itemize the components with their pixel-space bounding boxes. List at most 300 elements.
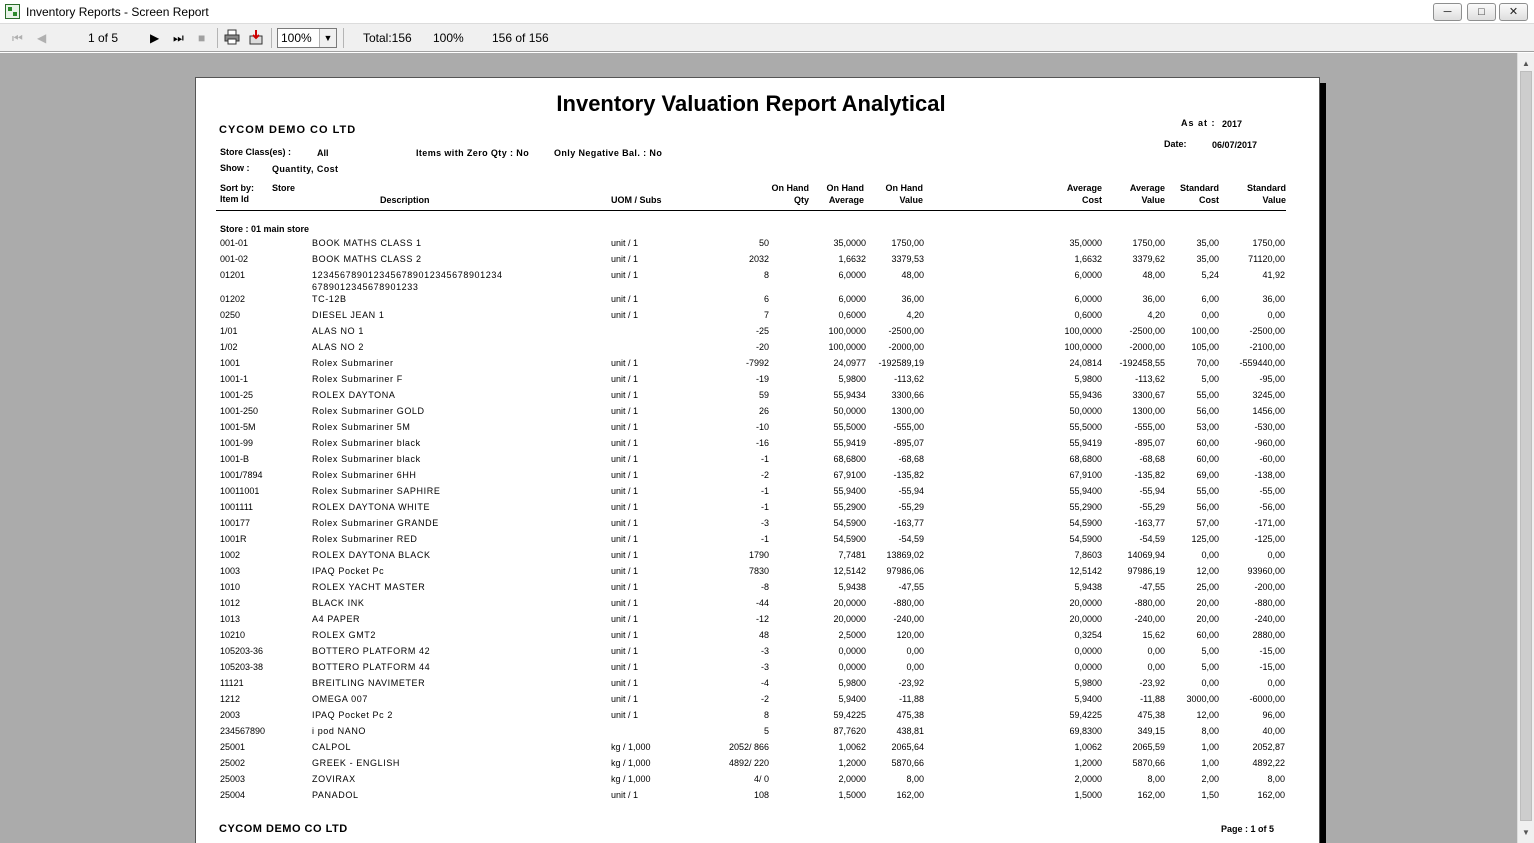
item-id: 1001-250 — [220, 406, 259, 416]
zoom-select[interactable] — [277, 28, 337, 48]
average-value: 475,38 — [1137, 710, 1165, 720]
average-cost: 0,3254 — [1074, 630, 1102, 640]
item-id: 1010 — [220, 582, 241, 592]
stop-icon[interactable]: ■ — [198, 31, 206, 45]
item-uom: unit / 1 — [611, 662, 639, 672]
table-row — [196, 550, 1321, 566]
onhand-average: 5,9438 — [838, 582, 866, 592]
onhand-value: -23,92 — [898, 678, 924, 688]
item-description: DIESEL JEAN 1 — [312, 310, 385, 320]
item-id: 25001 — [220, 742, 246, 752]
average-cost: 54,5900 — [1069, 518, 1102, 528]
export-icon[interactable] — [248, 29, 264, 47]
item-id: 1001-25 — [220, 390, 254, 400]
standard-value: 0,00 — [1267, 550, 1285, 560]
toolbar-separator — [271, 28, 272, 48]
col-std-cost-line1: Standard — [1179, 183, 1219, 193]
item-description: ROLEX DAYTONA WHITE — [312, 502, 431, 512]
onhand-value: 1300,00 — [891, 406, 924, 416]
item-uom: unit / 1 — [611, 678, 639, 688]
store-class-label: Store Class(es) : — [220, 147, 292, 157]
onhand-average: 50,0000 — [833, 406, 866, 416]
item-description: A4 PAPER — [312, 614, 361, 624]
average-value: 349,15 — [1137, 726, 1165, 736]
average-cost: 6,0000 — [1074, 270, 1102, 280]
average-value: 0,00 — [1147, 646, 1165, 656]
first-page-icon[interactable]: ⏮ — [12, 31, 23, 45]
next-page-icon[interactable]: ▶ — [150, 31, 160, 45]
table-row — [196, 582, 1321, 598]
item-id: 1002 — [220, 550, 241, 560]
onhand-qty: -3 — [760, 662, 769, 672]
standard-value: 41,92 — [1262, 270, 1285, 280]
onhand-average: 0,6000 — [838, 310, 866, 320]
item-description: GREEK - ENGLISH — [312, 758, 401, 768]
item-description: ROLEX GMT2 — [312, 630, 377, 640]
onhand-qty: -4 — [760, 678, 769, 688]
item-description: Rolex Submariner — [312, 358, 394, 368]
col-onhand-avg-line1: On Hand — [826, 183, 864, 193]
item-uom: unit / 1 — [611, 358, 639, 368]
item-description: Rolex Submariner black — [312, 438, 421, 448]
item-uom: unit / 1 — [611, 550, 639, 560]
date-value: 06/07/2017 — [1212, 140, 1258, 150]
average-cost: 1,2000 — [1074, 758, 1102, 768]
table-row — [196, 534, 1321, 550]
onhand-qty: 26 — [758, 406, 769, 416]
onhand-value: -555,00 — [893, 422, 924, 432]
onhand-value: -2000,00 — [888, 342, 924, 352]
average-value: -2500,00 — [1129, 326, 1165, 336]
table-row — [196, 374, 1321, 390]
maximize-button[interactable]: □ — [1467, 3, 1496, 21]
print-icon[interactable] — [224, 29, 240, 47]
scroll-down-icon[interactable]: ▼ — [1522, 828, 1530, 837]
onhand-average: 55,9419 — [833, 438, 866, 448]
item-description: i pod NANO — [312, 726, 367, 736]
item-id: 1012 — [220, 598, 241, 608]
scroll-thumb[interactable] — [1520, 71, 1532, 821]
onhand-qty: -1 — [760, 502, 769, 512]
onhand-qty: -1 — [760, 486, 769, 496]
onhand-qty: 8 — [763, 270, 769, 280]
onhand-average: 55,9400 — [833, 486, 866, 496]
onhand-value: 475,38 — [896, 710, 924, 720]
onhand-qty: 7830 — [748, 566, 769, 576]
standard-cost: 57,00 — [1196, 518, 1219, 528]
onhand-average: 0,0000 — [838, 646, 866, 656]
onhand-qty: 8 — [763, 710, 769, 720]
record-count: 156 of 156 — [492, 31, 549, 45]
average-value: -192458,55 — [1119, 358, 1165, 368]
col-avg-val-line1: Average — [1129, 183, 1165, 193]
item-uom: unit / 1 — [611, 646, 639, 656]
average-value: 14069,94 — [1127, 550, 1165, 560]
minimize-button[interactable]: ─ — [1433, 3, 1462, 21]
item-id: 1001-1 — [220, 374, 249, 384]
standard-value: 162,00 — [1257, 790, 1285, 800]
onhand-value: -55,29 — [898, 502, 924, 512]
onhand-qty: 48 — [758, 630, 769, 640]
table-row — [196, 454, 1321, 470]
item-uom: unit / 1 — [611, 294, 639, 304]
average-cost: 5,9400 — [1074, 694, 1102, 704]
col-avg-cost-line2: Cost — [1082, 195, 1102, 205]
item-description: ROLEX YACHT MASTER — [312, 582, 426, 592]
onhand-value: -68,68 — [898, 454, 924, 464]
item-uom: unit / 1 — [611, 270, 639, 280]
item-uom: kg / 1,000 — [611, 742, 651, 752]
standard-value: -960,00 — [1254, 438, 1285, 448]
onhand-qty: -8 — [760, 582, 769, 592]
report-toolbar — [0, 24, 1534, 52]
item-uom: unit / 1 — [611, 406, 639, 416]
standard-value: -559440,00 — [1239, 358, 1285, 368]
item-description: Rolex Submariner RED — [312, 534, 418, 544]
table-row — [196, 630, 1321, 646]
standard-cost: 100,00 — [1191, 326, 1219, 336]
report-page — [195, 77, 1320, 843]
standard-value: 2880,00 — [1252, 630, 1285, 640]
item-id: 1001-5M — [220, 422, 256, 432]
average-value: -555,00 — [1134, 422, 1165, 432]
standard-cost: 105,00 — [1191, 342, 1219, 352]
item-uom: unit / 1 — [611, 486, 639, 496]
table-row — [196, 326, 1321, 342]
onhand-qty: 2032 — [748, 254, 769, 264]
average-cost: 59,4225 — [1069, 710, 1102, 720]
table-row — [196, 390, 1321, 406]
standard-value: 93960,00 — [1247, 566, 1285, 576]
standard-cost: 5,00 — [1201, 646, 1219, 656]
item-description: 1234567890123456789012345678901234 — [312, 270, 503, 280]
item-uom: unit / 1 — [611, 534, 639, 544]
item-uom: unit / 1 — [611, 710, 639, 720]
item-description: BLACK INK — [312, 598, 365, 608]
onhand-value: -47,55 — [898, 582, 924, 592]
negative-balance-filter: Only Negative Bal. : No — [554, 148, 663, 158]
onhand-average: 7,7481 — [838, 550, 866, 560]
onhand-value: 3300,66 — [891, 390, 924, 400]
average-cost: 2,0000 — [1074, 774, 1102, 784]
standard-value: 40,00 — [1262, 726, 1285, 736]
onhand-qty: -3 — [760, 646, 769, 656]
standard-value: -125,00 — [1254, 534, 1285, 544]
item-description: BOOK MATHS CLASS 2 — [312, 254, 422, 264]
average-cost: 24,0814 — [1069, 358, 1102, 368]
table-row — [196, 342, 1321, 358]
standard-value: 0,00 — [1267, 310, 1285, 320]
standard-value: -55,00 — [1259, 486, 1285, 496]
item-description: ROLEX DAYTONA — [312, 390, 396, 400]
company-name: CYCOM DEMO CO LTD — [219, 124, 357, 136]
onhand-value: 1750,00 — [891, 238, 924, 248]
standard-value: 96,00 — [1262, 710, 1285, 720]
average-cost: 5,9800 — [1074, 678, 1102, 688]
onhand-value: -240,00 — [893, 614, 924, 624]
table-row — [196, 710, 1321, 726]
standard-value: 71120,00 — [1248, 254, 1285, 264]
average-cost: 67,9100 — [1069, 470, 1102, 480]
table-row — [196, 742, 1321, 758]
standard-cost: 55,00 — [1196, 486, 1219, 496]
table-row — [196, 694, 1321, 710]
onhand-qty: 7 — [763, 310, 769, 320]
item-id: 1001-B — [220, 454, 250, 464]
average-cost: 20,0000 — [1069, 598, 1102, 608]
standard-cost: 3000,00 — [1186, 694, 1219, 704]
item-id: 1003 — [220, 566, 241, 576]
col-description: Description — [380, 195, 430, 205]
onhand-qty: -7992 — [745, 358, 769, 368]
table-row — [196, 470, 1321, 486]
average-cost: 50,0000 — [1069, 406, 1102, 416]
item-id: 25002 — [220, 758, 246, 768]
standard-value: -240,00 — [1254, 614, 1285, 624]
standard-cost: 20,00 — [1196, 598, 1219, 608]
standard-value: -200,00 — [1254, 582, 1285, 592]
item-id: 01202 — [220, 294, 246, 304]
sort-label: Sort by: — [220, 183, 255, 193]
table-row — [196, 486, 1321, 502]
item-uom: unit / 1 — [611, 614, 639, 624]
average-cost: 0,6000 — [1074, 310, 1102, 320]
item-description: ALAS NO 2 — [312, 342, 364, 352]
standard-value: -15,00 — [1259, 646, 1285, 656]
onhand-value: 8,00 — [906, 774, 924, 784]
onhand-value: 5870,66 — [891, 758, 924, 768]
standard-cost: 2,00 — [1201, 774, 1219, 784]
average-cost: 55,9400 — [1069, 486, 1102, 496]
onhand-value: 36,00 — [901, 294, 924, 304]
average-cost: 35,0000 — [1069, 238, 1102, 248]
onhand-value: 120,00 — [896, 630, 924, 640]
standard-value: 3245,00 — [1252, 390, 1285, 400]
item-description: Rolex Submariner 5M — [312, 422, 411, 432]
average-cost: 100,0000 — [1064, 342, 1102, 352]
average-cost: 55,5000 — [1069, 422, 1102, 432]
onhand-average: 1,2000 — [838, 758, 866, 768]
item-id: 1001/7894 — [220, 470, 263, 480]
average-cost: 0,0000 — [1074, 662, 1102, 672]
item-description: Rolex Submariner GOLD — [312, 406, 425, 416]
onhand-qty: -1 — [760, 454, 769, 464]
item-id: 1013 — [220, 614, 241, 624]
average-cost: 5,9800 — [1074, 374, 1102, 384]
scroll-up-icon[interactable]: ▲ — [1522, 59, 1530, 68]
average-value: -55,29 — [1139, 502, 1165, 512]
onhand-qty: 59 — [758, 390, 769, 400]
store-class-value: All — [317, 148, 329, 158]
last-page-icon[interactable]: ⏭ — [173, 31, 184, 45]
item-description: ALAS NO 1 — [312, 326, 364, 336]
report-title: Inventory Valuation Report Analytical — [556, 91, 946, 116]
standard-value: 8,00 — [1267, 774, 1285, 784]
onhand-value: 48,00 — [901, 270, 924, 280]
item-id: 001-02 — [220, 254, 249, 264]
onhand-value: 2065,64 — [891, 742, 924, 752]
onhand-average: 68,6800 — [833, 454, 866, 464]
standard-cost: 12,00 — [1196, 710, 1219, 720]
average-value: 4,20 — [1147, 310, 1165, 320]
standard-cost: 0,00 — [1201, 678, 1219, 688]
standard-cost: 60,00 — [1196, 630, 1219, 640]
average-cost: 7,8603 — [1074, 550, 1102, 560]
onhand-value: 438,81 — [896, 726, 924, 736]
item-description: Rolex Submariner SAPHIRE — [312, 486, 441, 496]
average-value: 2065,59 — [1132, 742, 1165, 752]
onhand-qty: -20 — [755, 342, 769, 352]
chevron-down-icon[interactable]: ▼ — [319, 29, 336, 47]
item-id: 105203-38 — [220, 662, 264, 672]
onhand-qty: 108 — [753, 790, 769, 800]
item-description: TC-12B — [312, 294, 347, 304]
average-value: 1750,00 — [1132, 238, 1165, 248]
table-row — [196, 758, 1321, 774]
standard-cost: 0,00 — [1201, 310, 1219, 320]
standard-cost: 5,00 — [1201, 662, 1219, 672]
standard-cost: 1,50 — [1201, 790, 1219, 800]
item-uom: kg / 1,000 — [611, 774, 651, 784]
table-row — [196, 294, 1321, 310]
standard-value: -60,00 — [1259, 454, 1285, 464]
standard-cost: 60,00 — [1196, 454, 1219, 464]
show-label: Show : — [220, 163, 250, 173]
store-group-header: Store : 01 main store — [220, 224, 310, 234]
table-row — [196, 438, 1321, 454]
item-id: 001-01 — [220, 238, 249, 248]
window-title: Inventory Reports - Screen Report — [26, 5, 209, 19]
item-uom: unit / 1 — [611, 630, 639, 640]
onhand-value: 0,00 — [906, 646, 924, 656]
as-at-label: As at : — [1181, 118, 1216, 128]
onhand-qty: 1790 — [748, 550, 769, 560]
average-value: -135,82 — [1134, 470, 1165, 480]
average-value: -68,68 — [1139, 454, 1165, 464]
item-id: 1001 — [220, 358, 241, 368]
col-uom: UOM / Subs — [611, 195, 662, 205]
standard-value: 36,00 — [1262, 294, 1285, 304]
onhand-average: 2,0000 — [838, 774, 866, 784]
report-viewer — [0, 53, 1517, 843]
average-cost: 55,9419 — [1069, 438, 1102, 448]
onhand-average: 1,6632 — [838, 254, 866, 264]
table-row — [196, 502, 1321, 518]
table-row — [196, 358, 1321, 374]
onhand-average: 5,9800 — [838, 374, 866, 384]
item-uom: unit / 1 — [611, 390, 639, 400]
close-button[interactable]: ✕ — [1499, 3, 1528, 21]
standard-cost: 1,00 — [1201, 758, 1219, 768]
standard-value: -138,00 — [1254, 470, 1285, 480]
onhand-qty: 6 — [763, 294, 769, 304]
item-description: BOOK MATHS CLASS 1 — [312, 238, 422, 248]
standard-value: -6000,00 — [1249, 694, 1285, 704]
onhand-qty: 50 — [758, 238, 769, 248]
item-uom: unit / 1 — [611, 238, 639, 248]
sort-value: Store — [272, 183, 296, 193]
col-avg-cost-line1: Average — [1066, 183, 1102, 193]
previous-page-icon[interactable]: ◀ — [37, 31, 47, 45]
onhand-value: -54,59 — [898, 534, 924, 544]
onhand-qty: -2 — [760, 694, 769, 704]
standard-cost: 12,00 — [1196, 566, 1219, 576]
onhand-value: -163,77 — [893, 518, 924, 528]
standard-value: 0,00 — [1267, 678, 1285, 688]
onhand-value: 162,00 — [896, 790, 924, 800]
onhand-qty: -12 — [755, 614, 769, 624]
onhand-average: 1,0062 — [838, 742, 866, 752]
onhand-average: 1,5000 — [838, 790, 866, 800]
average-value: -11,88 — [1140, 694, 1165, 704]
title-bar — [0, 0, 1534, 24]
item-uom: unit / 1 — [611, 254, 639, 264]
onhand-value: 97986,06 — [886, 566, 924, 576]
item-uom: unit / 1 — [611, 374, 639, 384]
average-value: -54,59 — [1139, 534, 1165, 544]
average-value: 36,00 — [1142, 294, 1165, 304]
average-cost: 6,0000 — [1074, 294, 1102, 304]
average-value: 48,00 — [1142, 270, 1165, 280]
table-row — [196, 422, 1321, 438]
onhand-average: 24,0977 — [833, 358, 866, 368]
onhand-value: -895,07 — [893, 438, 924, 448]
onhand-average: 12,5142 — [833, 566, 866, 576]
percent-indicator: 100% — [433, 31, 464, 45]
standard-cost: 125,00 — [1191, 534, 1219, 544]
table-row — [196, 238, 1321, 254]
onhand-average: 54,5900 — [833, 534, 866, 544]
item-uom: kg / 1,000 — [611, 758, 651, 768]
item-uom: unit / 1 — [611, 438, 639, 448]
average-value: 1300,00 — [1132, 406, 1165, 416]
col-std-val-line2: Value — [1262, 195, 1286, 205]
footer-page-number: Page : 1 of 5 — [1221, 824, 1275, 834]
average-value: -47,55 — [1139, 582, 1165, 592]
onhand-qty: -3 — [760, 518, 769, 528]
onhand-average: 55,5000 — [833, 422, 866, 432]
standard-value: -56,00 — [1259, 502, 1285, 512]
onhand-qty: -16 — [755, 438, 769, 448]
average-value: -240,00 — [1134, 614, 1165, 624]
average-cost: 1,0062 — [1074, 742, 1102, 752]
item-uom: unit / 1 — [611, 454, 639, 464]
average-cost: 100,0000 — [1064, 326, 1102, 336]
item-description: ROLEX DAYTONA BLACK — [312, 550, 431, 560]
item-uom: unit / 1 — [611, 518, 639, 528]
onhand-average: 0,0000 — [838, 662, 866, 672]
average-value: -163,77 — [1134, 518, 1165, 528]
onhand-average: 87,7620 — [833, 726, 866, 736]
item-id: 1/02 — [220, 342, 238, 352]
table-row — [196, 598, 1321, 614]
vertical-scrollbar[interactable] — [1517, 53, 1534, 843]
item-id: 1001R — [220, 534, 247, 544]
col-onhand-val-line1: On Hand — [885, 183, 923, 193]
average-value: 3379,62 — [1132, 254, 1165, 264]
standard-cost: 25,00 — [1196, 582, 1219, 592]
onhand-average: 20,0000 — [833, 598, 866, 608]
item-description-continued: 6789012345678901233 — [312, 282, 419, 292]
standard-cost: 5,00 — [1201, 374, 1219, 384]
onhand-average: 59,4225 — [833, 710, 866, 720]
average-value: -55,94 — [1139, 486, 1165, 496]
onhand-average: 6,0000 — [838, 270, 866, 280]
total-records: Total:156 — [363, 31, 412, 45]
item-id: 1212 — [220, 694, 241, 704]
onhand-qty: -10 — [755, 422, 769, 432]
zoom-value: 100% — [281, 31, 312, 45]
